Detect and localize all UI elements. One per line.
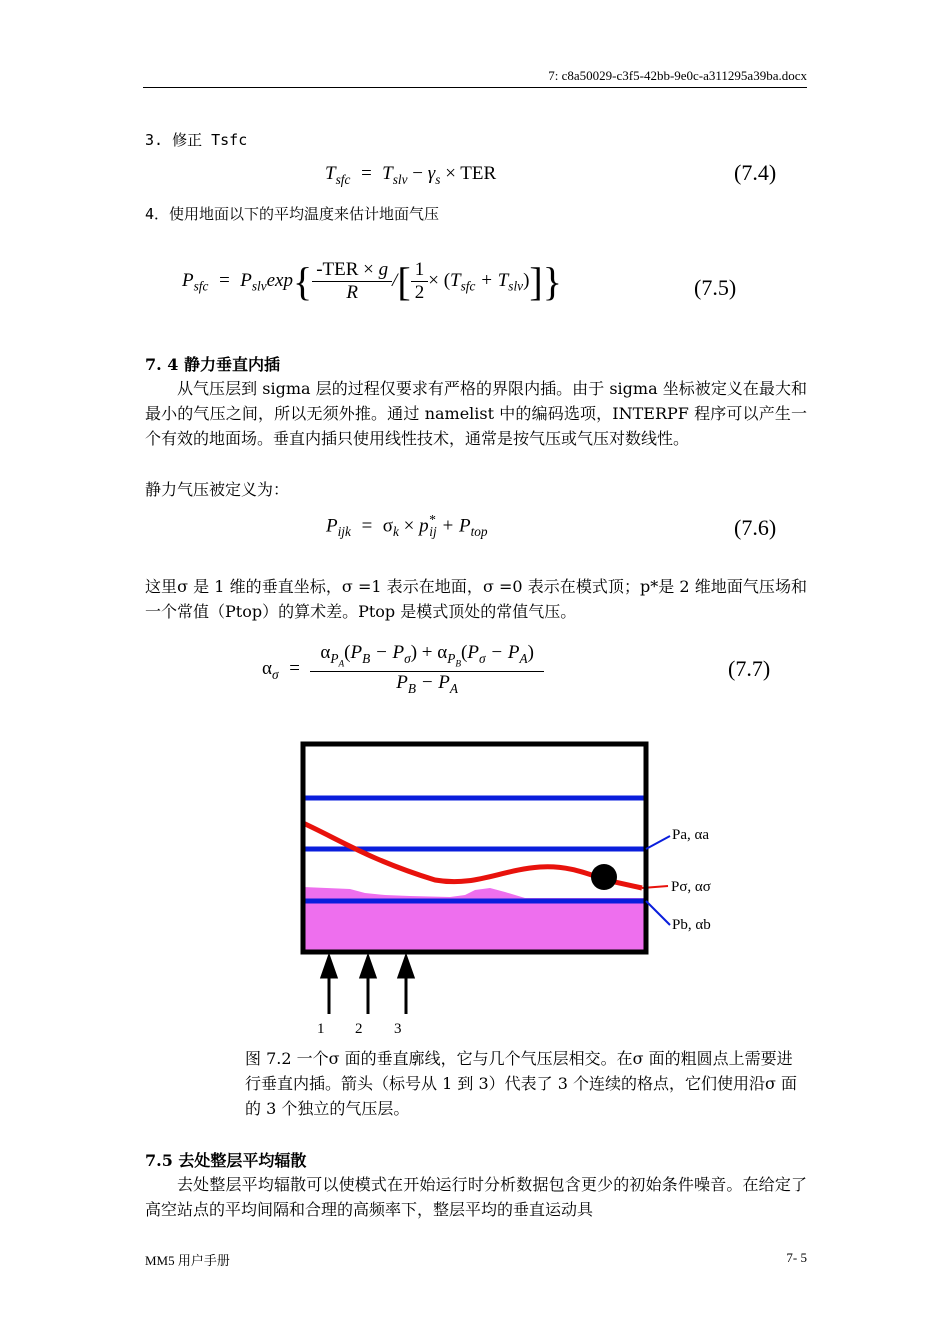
label-a-leader	[646, 836, 670, 849]
equation-7-6: $P_{ijk} = \sigma_k \times p^*_{ij} + P_{top}$	[326, 512, 488, 540]
arrow-label-2: 2	[355, 1021, 363, 1037]
label-pb: Pb, αb	[672, 917, 711, 933]
label-pa: Pa, αa	[672, 827, 710, 843]
equation-number-7-5: (7.5)	[694, 275, 737, 300]
paragraph-interpolation: 从气压层到 sigma 层的过程仅要求有严格的界限内插。由于 sigma 坐标被定义在最大和最小的气压之间，所以无须外推。通过 namelist 中的编码选项，INTERPF 程序可以产生一个有效的地面场。垂直内插只使用线性技术，通常是按气压或气压对数线性。	[145, 379, 807, 448]
arrow-2-head	[361, 957, 375, 977]
paragraph-static-pressure: 静力气压被定义为：	[145, 480, 290, 499]
paragraph-divergence: 去处整层平均辐散可以使模式在开始运行时分析数据包含更少的初始条件噪音。在给定了高空站点的平均间隔和合理的高频率下，整层平均的垂直运动具	[145, 1175, 807, 1219]
step-4-heading: 4．使用地面以下的平均温度来估计地面气压	[145, 205, 440, 223]
label-b-leader	[646, 901, 670, 925]
footer-manual-title: MM5 用户手册	[145, 1253, 230, 1268]
figure-7-2	[290, 735, 740, 1040]
interpolation-point	[591, 864, 617, 890]
section-7-4-heading: 7. 4 静力垂直内插	[145, 355, 280, 374]
equation-7-4: $T_{sfc} = T_{slv} - \gamma_s$ × TER	[325, 163, 497, 187]
fill-bumps	[303, 887, 525, 898]
footer-page-number: 7- 5	[786, 1250, 807, 1265]
paragraph-sigma-definition: 这里σ 是 1 维的垂直坐标，σ =1 表示在地面，σ =0 表示在模式顶；p*是 2 维地面气压场和一个常值（Ptop）的算术差。Ptop 是模式顶处的常值气压。	[145, 577, 807, 621]
equation-number-7-7: (7.7)	[728, 656, 771, 681]
grid-arrows	[322, 957, 413, 1014]
equation-number-7-4: (7.4)	[734, 160, 777, 185]
arrow-label-3: 3	[394, 1021, 402, 1037]
page-header-filename: 7: c8a50029-c3f5-42bb-9e0c-a311295a39ba.docx	[548, 68, 807, 83]
equation-number-7-6: (7.6)	[734, 515, 777, 540]
arrow-3-head	[399, 957, 413, 977]
arrow-1-head	[322, 957, 336, 977]
arrow-label-1: 1	[317, 1021, 325, 1037]
step-3-heading: 3. 修正 Tsfc	[145, 131, 248, 149]
equation-7-7: $\alpha_\sigma$ = $\frac{\alpha_{P_A}(P_B - P_\sigma) + \alpha_{P_B}(P_\sigma - P_A)}{P_B - P_A}$	[262, 642, 544, 697]
label-psigma: Pσ, ασ	[671, 879, 711, 895]
header-rule	[143, 87, 807, 88]
section-7-5-heading: 7.5 去处整层平均辐散	[145, 1151, 307, 1170]
figure-caption: 图 7.2 一个σ 面的垂直廓线，它与几个气压层相交。在σ 面的粗圆点上需要进行垂直内插。箭头（标号从 1 到 3）代表了 3 个连续的格点，它们使用沿σ 面的 3 个独立的气压层。	[245, 1049, 797, 1118]
equation-7-5: $P_{sfc} = P_{slv}\exp${ $\frac{\text{-TER × g}}{R}$ /[ $\frac{1}{2}$ × $(T_{sfc} + T_{slv})$]}	[182, 259, 562, 304]
lower-fill-region	[303, 898, 646, 952]
